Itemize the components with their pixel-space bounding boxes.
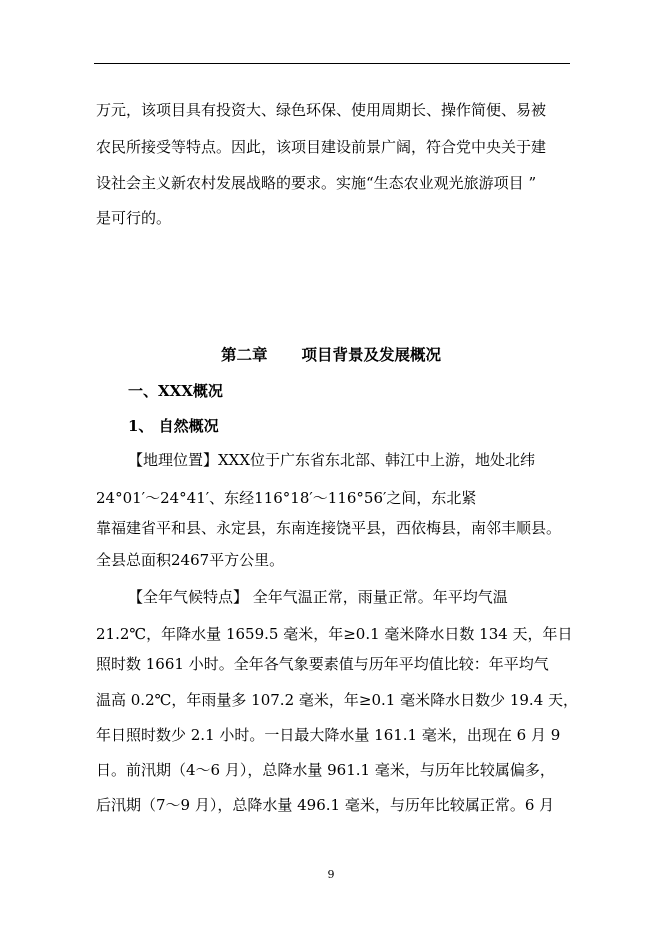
geography-line-3: 靠福建省平和县、永定县，东南连接饶平县，西依梅县，南邻丰顺县。: [96, 519, 562, 537]
geography-line-2: 24°01′～24°41′、东经116°18′～116°56′之间，东北紧: [96, 489, 477, 507]
climate-line-2: 21.2℃，年降水量 1659.5 毫米，年≥0.1 毫米降水日数 134 天，年日: [96, 625, 573, 643]
page-number: 9: [327, 868, 335, 881]
intro-line-1: 万元，该项目具有投资大、绿色环保、使用周期长、操作简便、易被: [96, 101, 547, 119]
climate-line-1: 【全年气候特点】 全年气温正常，雨量正常。年平均气温: [128, 588, 508, 606]
intro-line-4: 是可行的。: [96, 209, 172, 227]
section-heading: 一、XXX概况: [128, 382, 223, 400]
climate-line-6: 日。前汛期（4～6 月），总降水量 961.1 毫米，与历年比较属偏多，: [96, 761, 555, 779]
geography-line-1: 【地理位置】XXX位于广东省东北部、韩江中上游，地处北纬: [128, 451, 536, 469]
intro-line-2: 农民所接受等特点。因此，该项目建设前景广阔，符合党中央关于建: [96, 138, 547, 156]
intro-line-3: 设社会主义新农村发展战略的要求。实施“生态农业观光旅游项目 ”: [96, 174, 537, 192]
climate-line-7: 后汛期（7～9 月），总降水量 496.1 毫米，与历年比较属正常。6 月: [96, 796, 555, 814]
subsection-heading: 1、 自然概况: [128, 417, 219, 435]
header-rule: [94, 63, 570, 64]
chapter-heading: [0, 345, 662, 365]
climate-line-4: 温高 0.2℃，年雨量多 107.2 毫米，年≥0.1 毫米降水日数少 19.4 天，: [96, 691, 579, 709]
climate-line-3: 照时数 1661 小时。全年各气象要素值与历年平均值比较：年平均气: [96, 655, 549, 673]
chapter-number: 第二章: [220, 345, 268, 364]
geography-line-4: 全县总面积2467平方公里。: [96, 551, 285, 569]
climate-line-5: 年日照时数少 2.1 小时。一日最大降水量 161.1 毫米，出现在 6 月 9: [96, 726, 561, 744]
chapter-title: 项目背景及发展概况: [301, 345, 442, 364]
